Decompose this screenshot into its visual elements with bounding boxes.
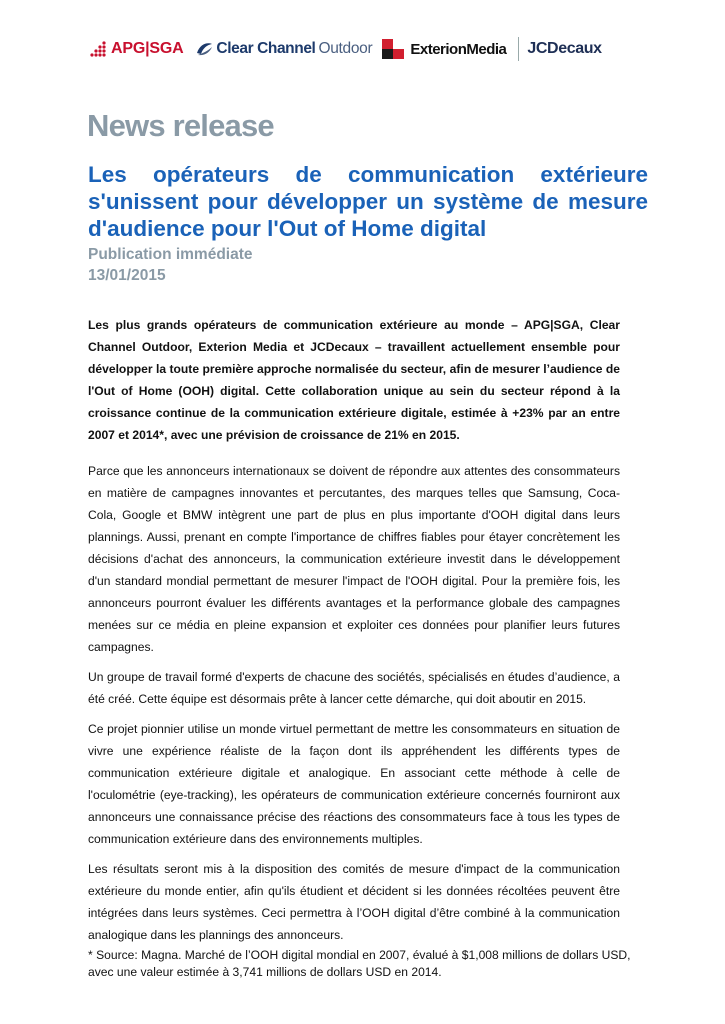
headline: Les opérateurs de communication extérieure s'unissent pour développer un système de mesure d'audience pour l'Out of Home digital — [88, 162, 648, 241]
clear-channel-swoosh-icon — [195, 41, 213, 57]
jcdecaux-logo — [518, 37, 601, 61]
body-text — [88, 460, 620, 954]
outdoor-text: Outdoor — [318, 40, 373, 57]
publication-status: Publication immédiate — [88, 246, 253, 263]
apg-sga-logo — [88, 40, 183, 58]
clear-channel-logo — [195, 40, 372, 58]
exterion-media-text: ExterionMedia — [410, 40, 507, 58]
intro-paragraph: Les plus grands opérateurs de communication extérieure au monde – APG|SGA, Clear Channel Outdoor, Exterion Media et JCDecaux – travaillent actuellement ensemble pour développer la toute première approche normalisée du secteur, afin de mesurer l’audience de l'Out of Home (OOH) digital. Cette collaboration unique au sein du secteur répond à la croissance continue de la communication extérieure digitale, estimée à +23% par an entre 2007 et 2014*, avec une prévision de croissance de 21% en 2015. — [88, 318, 620, 442]
jcdecaux-text: JCDecaux — [527, 40, 602, 57]
apg-sga-text: APG|SGA — [111, 40, 184, 57]
news-release-title: News release — [87, 108, 274, 143]
body-paragraph: Un groupe de travail formé d'experts de chacune des sociétés, spécialisés en études d’audience, a été créé. Cette équipe est désormais prête à lancer cette démarche, qui doit aboutir en 2015. — [88, 670, 620, 706]
exterion-square-icon — [382, 39, 404, 59]
release-date: 13/01/2015 — [88, 267, 166, 284]
apg-dots-icon — [88, 40, 108, 58]
footnote: * Source: Magna. Marché de l’OOH digital mondial en 2007, évalué à $1,008 millions de dollars USD, avec une valeur estimée à 3,741 millions de dollars USD en 2014. — [88, 948, 631, 979]
body-paragraph: Parce que les annonceurs internationaux se doivent de répondre aux attentes des consommateurs en matière de campagnes innovantes et percutantes, des marques telles que Samsung, Coca-Cola, Google et BMW intègrent une part de plus en plus importante d'OOH digital dans leurs plannings. Aussi, prenant en compte l'importance de chiffres fiables pour étayer concrètement les décisions d'achat des annonceurs, la communication extérieure investit dans le développement d'un standard mondial permettant de mesurer l'impact de l'OOH digital. Pour la première fois, les annonceurs pourront évaluer les différents avantages et la performance globale des campagnes menées sur ce média en pleine expansion et exploiter ces données pour planifier leurs futures campagnes. — [88, 464, 620, 654]
body-paragraph: Les résultats seront mis à la disposition des comités de mesure d'impact de la communication extérieure du monde entier, afin qu'ils étudient et décident si les données récoltées peuvent être intégrées dans leurs systèmes. Ceci permettra à l’OOH digital d’être combiné à la communication analogique dans les plannings des annonceurs. — [88, 862, 620, 942]
body-paragraph: Ce projet pionnier utilise un monde virtuel permettant de mettre les consommateurs en situation de vivre une expérience réaliste de la façon dont ils appréhendent les différents types de communication extérieure digitale et analogique. En associant cette méthode à celle de l'oculométrie (eye-tracking), les opérateurs de communication extérieure concernés fourniront aux annonceurs une connaissance précise des réactions des consommateurs face à tous les types de communication extérieure dans des environnements multiples. — [88, 722, 620, 846]
clear-channel-text: Clear Channel — [216, 40, 316, 57]
partner-logos — [88, 34, 648, 64]
exterion-media-logo — [382, 39, 506, 59]
